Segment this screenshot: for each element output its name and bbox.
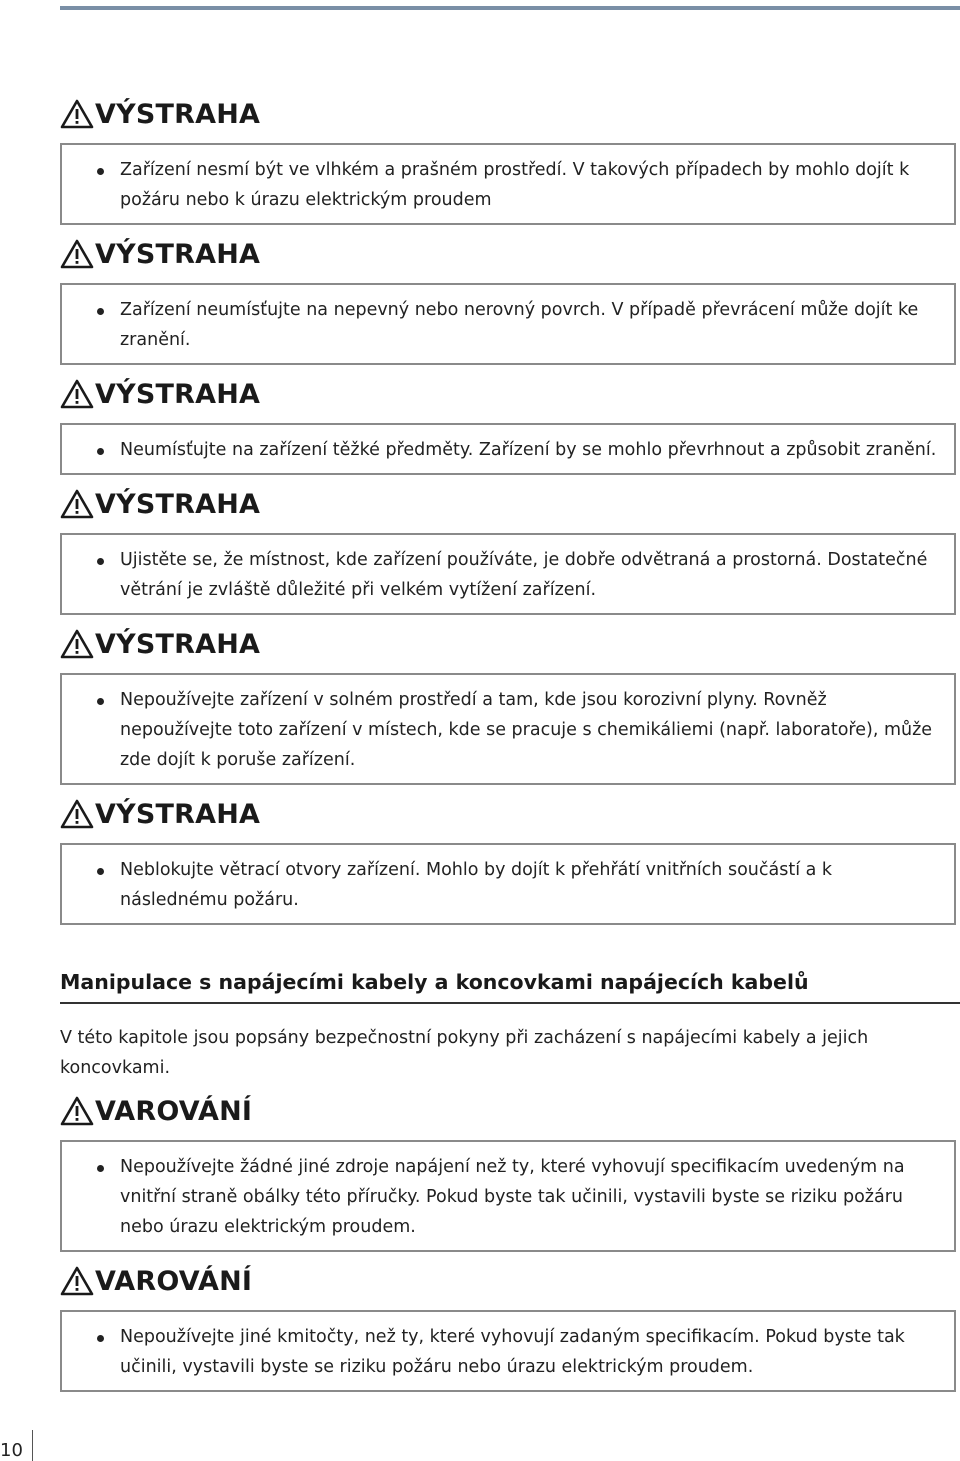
warning-triangle-icon [60,99,94,129]
section-intro: V této kapitole jsou popsány bezpečnostní pokyny při zacházení s napájecími kabely a jejich koncovkami. [60,1028,869,1078]
warning-heading [60,627,260,661]
bullet [97,558,104,565]
bullet [97,1165,104,1172]
header-rule [60,6,960,10]
caution-box [60,1310,956,1392]
warning-box [60,283,956,365]
warning-heading [60,237,260,271]
bullet [97,868,104,875]
page-number: 10 [0,1440,23,1461]
warning-box [60,533,956,615]
warning-title: VÝSTRAHA [95,488,261,520]
warning-text: Neumísťujte na zařízení těžké předměty. Zařízení by se mohlo převrhnout a způsobit zranění. [120,440,937,460]
warning-triangle-icon [60,799,94,829]
warning-title: VÝSTRAHA [95,98,261,130]
bullet [97,168,104,175]
warning-triangle-icon [60,239,94,269]
warning-box [60,423,956,475]
section-rule [60,1002,960,1004]
warning-box [60,843,956,925]
warning-box [60,673,956,785]
bullet [97,698,104,705]
warning-title: VÝSTRAHA [95,378,261,410]
caution-text: Nepoužívejte jiné kmitočty, než ty, které vyhovují zadaným specifikacím. Pokud byste tak učinili, vystavili byste se riziku požáru nebo úrazu elektrickým proudem. [120,1327,905,1377]
warning-text: Nepoužívejte zařízení v solném prostředí a tam, kde jsou korozivní plyny. Rovněž nepoužívejte toto zařízení v místech, kde se pracuje s chemikáliemi (např. laboratoře), může zde dojít k poruše zařízení. [120,690,933,770]
warning-triangle-icon [60,1096,94,1126]
warning-text: Neblokujte větrací otvory zařízení. Mohlo by dojít k přehřátí vnitřních součástí a k následnému požáru. [120,860,833,910]
bullet [97,448,104,455]
warning-box [60,143,956,225]
warning-triangle-icon [60,379,94,409]
section-heading: Manipulace s napájecími kabely a koncovkami napájecích kabelů [60,970,809,994]
caution-title: VAROVÁNÍ [95,1265,253,1297]
page-number-rule [32,1430,33,1461]
warning-heading [60,97,260,131]
warning-heading [60,797,260,831]
warning-heading [60,487,260,521]
bullet [97,308,104,315]
caution-heading [60,1264,252,1298]
warning-text: Zařízení neumísťujte na nepevný nebo nerovný povrch. V případě převrácení může dojít ke zranění. [120,300,919,350]
warning-title: VÝSTRAHA [95,798,261,830]
warning-title: VÝSTRAHA [95,238,261,270]
warning-text: Ujistěte se, že místnost, kde zařízení používáte, je dobře odvětraná a prostorná. Dostatečné větrání je zvláště důležité při velkém vytížení zařízení. [120,550,928,600]
warning-text: Zařízení nesmí být ve vlhkém a prašném prostředí. V takových případech by mohlo dojít k požáru nebo k úrazu elektrickým proudem [120,160,910,210]
warning-triangle-icon [60,489,94,519]
bullet [97,1335,104,1342]
caution-text: Nepoužívejte žádné jiné zdroje napájení než ty, které vyhovují specifikacím uvedeným na vnitřní straně obálky této příručky. Pokud byste tak učinili, vystavili byste se riziku požáru nebo úrazu elektrickým proudem. [120,1157,905,1237]
warning-heading [60,377,260,411]
warning-triangle-icon [60,1266,94,1296]
caution-box [60,1140,956,1252]
caution-title: VAROVÁNÍ [95,1095,253,1127]
warning-title: VÝSTRAHA [95,628,261,660]
warning-triangle-icon [60,629,94,659]
caution-heading [60,1094,252,1128]
